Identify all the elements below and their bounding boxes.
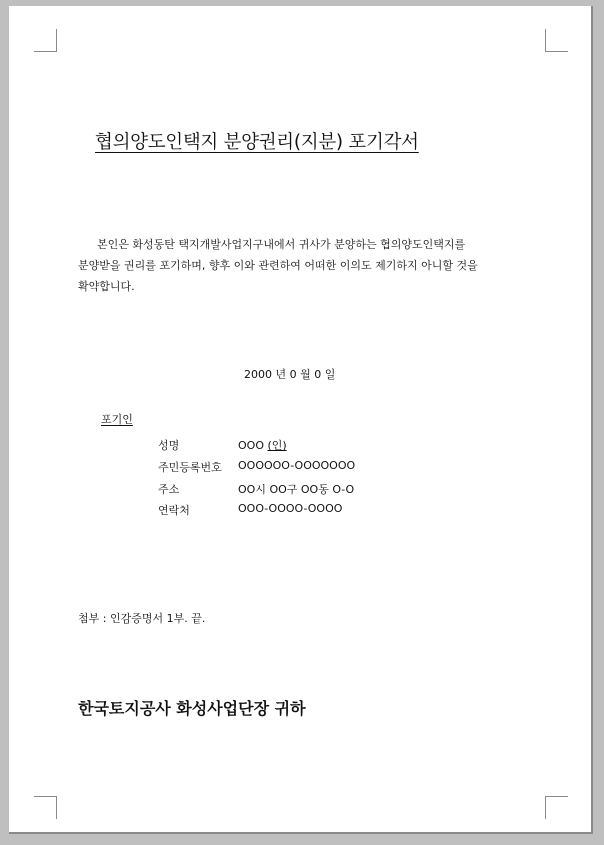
- paragraph-line: 확약합니다.: [78, 280, 135, 293]
- contact-value: OOO-OOOO-OOOO: [238, 502, 343, 515]
- document-date: 2000 년 0 월 0 일: [244, 368, 336, 381]
- crop-mark-bottom-right: [545, 796, 568, 819]
- seal-mark: (인): [267, 439, 287, 452]
- paragraph-line: 분양받을 권리를 포기하며, 향후 이와 관련하여 어떠한 이의도 제기하지 아니할 것을: [78, 259, 478, 272]
- pledge-paragraph: [78, 234, 518, 297]
- attachment-note: 첨부 : 인감증명서 1부. 끝.: [78, 612, 206, 625]
- id-value: OOOOOO-OOOOOOO: [238, 459, 356, 472]
- id-label: 주민등록번호: [158, 461, 222, 474]
- crop-mark-top-right: [545, 29, 568, 52]
- crop-mark-bottom-left: [34, 796, 57, 819]
- contact-label: 연락처: [158, 504, 190, 517]
- name-value: OOO: [238, 439, 264, 452]
- crop-mark-top-left: [34, 29, 57, 52]
- paragraph-line: 본인은 화성동탄 택지개발사업지구내에서 귀사가 분양하는 협의양도인택지를: [97, 238, 466, 251]
- document-title: 협의양도인택지 분양권리(지분) 포기각서: [95, 132, 419, 153]
- address-value: OO시 OO구 OO동 O-O: [238, 483, 355, 496]
- address-label: 주소: [158, 483, 180, 496]
- recipient-line: 한국토지공사 화성사업단장 귀하: [78, 699, 306, 718]
- name-value-group: [238, 437, 287, 453]
- name-label: 성명: [158, 439, 180, 452]
- document-page: [9, 6, 593, 834]
- giver-label: 포기인: [101, 413, 133, 426]
